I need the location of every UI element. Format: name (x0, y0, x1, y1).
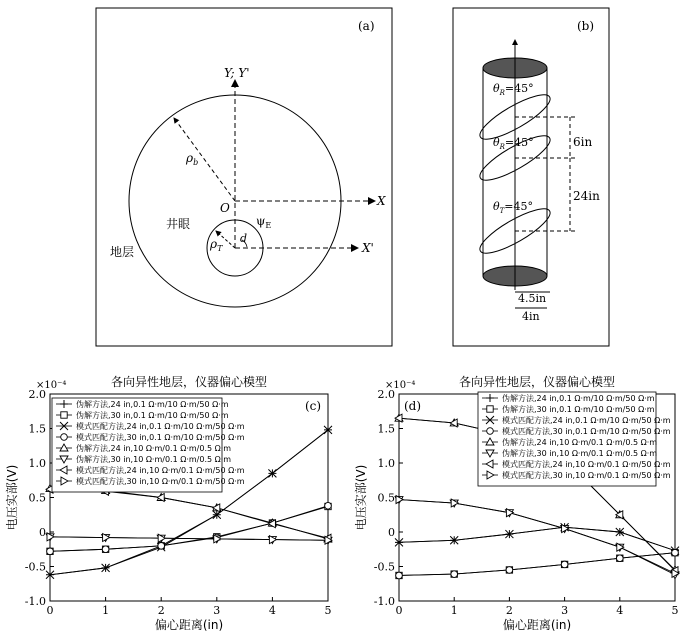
formation-label: 地层 (110, 245, 135, 259)
legend-swatch-marker (61, 412, 67, 418)
legend-entry: 伪解方法,30 in,10 Ω·m/0.1 Ω·m/0.5 Ω·m (76, 455, 232, 464)
y-tick-label: 1.0 (377, 457, 395, 470)
data-point (451, 571, 458, 578)
x-axis-label: X (377, 194, 386, 208)
data-point (617, 555, 624, 562)
legend-swatch-marker (61, 434, 68, 441)
y-tick-label: 0.5 (28, 491, 46, 505)
data-point (158, 543, 165, 550)
x-prime-axis-label: X' (362, 241, 374, 255)
legend-swatch-marker (487, 428, 494, 435)
series-line (399, 553, 675, 576)
x-tick-label: 3 (561, 604, 569, 617)
x-tick-label: 0 (395, 604, 403, 617)
y-tick-label: 0 (39, 526, 46, 539)
y-tick-label: -0.5 (373, 560, 395, 574)
legend-entry: 伪解方法,24 in,10 Ω·m/0.1 Ω·m/0.5 Ω·m (502, 438, 658, 447)
legend (478, 392, 671, 486)
x-tick-label: 4 (268, 604, 276, 617)
x-tick-label: 5 (671, 604, 679, 617)
legend-entry: 模式匹配方法,24 in,10 Ω·m/0.1 Ω·m/50 Ω·m (76, 466, 245, 475)
y-tick-label: 1.5 (28, 422, 46, 436)
legend-entry: 模式匹配方法,24 in,10 Ω·m/0.1 Ω·m/50 Ω·m (502, 460, 671, 469)
y-tick-label: 0.5 (377, 491, 395, 505)
panel-a-frame (96, 8, 392, 346)
x-axis-label: 偏心距离(in) (502, 618, 572, 632)
legend-entry: 伪解方法,30 in,0.1 Ω·m/10 Ω·m/50 Ω·m (502, 405, 655, 414)
legend (52, 398, 245, 492)
series-line (399, 553, 675, 576)
y-axis-label: 电压实部(V) (5, 464, 19, 531)
y-tick-label: 2.0 (377, 388, 395, 401)
legend-entry: 伪解方法,30 in,10 Ω·m/0.1 Ω·m/0.5 Ω·m (502, 449, 658, 458)
data-point (396, 572, 403, 579)
y-tick-label: -1.0 (24, 595, 46, 608)
y-tick-label: 0 (388, 526, 395, 539)
legend-entry: 伪解方法,30 in,0.1 Ω·m/10 Ω·m/50 Ω·m (76, 411, 229, 420)
dim-24in-label: 24in (573, 189, 600, 203)
rho-b-radius (174, 118, 235, 201)
x-tick-label: 0 (46, 604, 54, 617)
panel-a-label: (a) (358, 19, 375, 33)
data-point (325, 502, 332, 509)
data-point (672, 549, 679, 556)
panel-label: (d) (404, 399, 422, 413)
x-tick-label: 2 (157, 604, 165, 617)
dim-4in-label: 4in (522, 310, 540, 323)
data-point (102, 546, 109, 553)
series-line (50, 506, 328, 551)
series-line (399, 500, 675, 575)
legend-entry: 模式匹配方法,24 in,0.1 Ω·m/10 Ω·m/50 Ω·m (76, 422, 245, 431)
psi-label: $\psi_E$ (256, 214, 272, 230)
y-axis-label: Y; Y' (224, 66, 250, 80)
x-tick-label: 3 (213, 604, 221, 617)
legend-entry: 模式匹配方法,30 in,0.1 Ω·m/10 Ω·m/50 Ω·m (76, 433, 245, 442)
series-line (50, 506, 328, 552)
y-tick-label: 1.5 (377, 422, 395, 436)
theta-r2-label: $\theta_R=45^\circ$ (493, 136, 534, 151)
data-point (506, 567, 513, 574)
chart-c (4, 374, 332, 632)
dim-6in-label: 6in (573, 135, 593, 149)
x-axis-label: 偏心距离(in) (154, 618, 224, 632)
rho-t-label: $\rho_T$ (210, 237, 223, 253)
y-tick-label: 1.0 (28, 457, 46, 470)
y-tick-label: 2.0 (28, 388, 46, 401)
theta-r1-label: $\theta_R=45^\circ$ (493, 82, 534, 97)
data-point (47, 548, 54, 555)
x-tick-label: 5 (324, 604, 332, 617)
axis-multiplier: ×10⁻⁴ (36, 380, 67, 391)
panel-b-label: (b) (577, 19, 595, 33)
legend-entry: 模式匹配方法,30 in,10 Ω·m/0.1 Ω·m/50 Ω·m (502, 471, 671, 480)
legend-entry: 伪解方法,24 in,0.1 Ω·m/10 Ω·m/50 Ω·m (76, 400, 229, 409)
chart-title: 各向异性地层，仪器偏心模型 (458, 375, 616, 389)
legend-entry: 伪解方法,24 in,10 Ω·m/0.1 Ω·m/0.5 Ω·m (76, 444, 232, 453)
theta-t-label: $\theta_T=45^\circ$ (493, 200, 534, 215)
legend-entry: 模式匹配方法,24 in,0.1 Ω·m/10 Ω·m/50 Ω·m (502, 416, 671, 425)
legend-entry: 模式匹配方法,30 in,0.1 Ω·m/10 Ω·m/50 Ω·m (502, 427, 671, 436)
legend-entry: 模式匹配方法,30 in,10 Ω·m/0.1 Ω·m/50 Ω·m (76, 477, 245, 486)
chart-title: 各向异性地层，仪器偏心模型 (110, 375, 268, 389)
x-tick-label: 1 (102, 604, 110, 617)
series-line (50, 537, 328, 540)
legend-swatch-marker (487, 406, 493, 412)
d-label: d (240, 232, 248, 245)
series-line (399, 527, 675, 550)
y-axis-label: 电压实部(V) (354, 464, 368, 531)
panel-a (96, 8, 392, 346)
x-tick-label: 2 (505, 604, 513, 617)
chart-d (353, 374, 679, 632)
rho-b-label: $\rho_b$ (186, 151, 199, 167)
legend-entry: 伪解方法,24 in,0.1 Ω·m/10 Ω·m/50 Ω·m (502, 394, 655, 403)
panel-label: (c) (305, 399, 322, 413)
y-tick-label: -1.0 (373, 595, 395, 608)
panel-b (453, 8, 609, 346)
x-tick-label: 1 (450, 604, 458, 617)
data-point (561, 561, 568, 568)
dim-4-5in-label: 4.5in (518, 292, 547, 305)
x-tick-label: 4 (616, 604, 624, 617)
origin-label: O (220, 201, 230, 215)
borehole-label: 井眼 (166, 217, 191, 231)
y-tick-label: -0.5 (24, 560, 46, 574)
axis-multiplier: ×10⁻⁴ (385, 380, 416, 391)
